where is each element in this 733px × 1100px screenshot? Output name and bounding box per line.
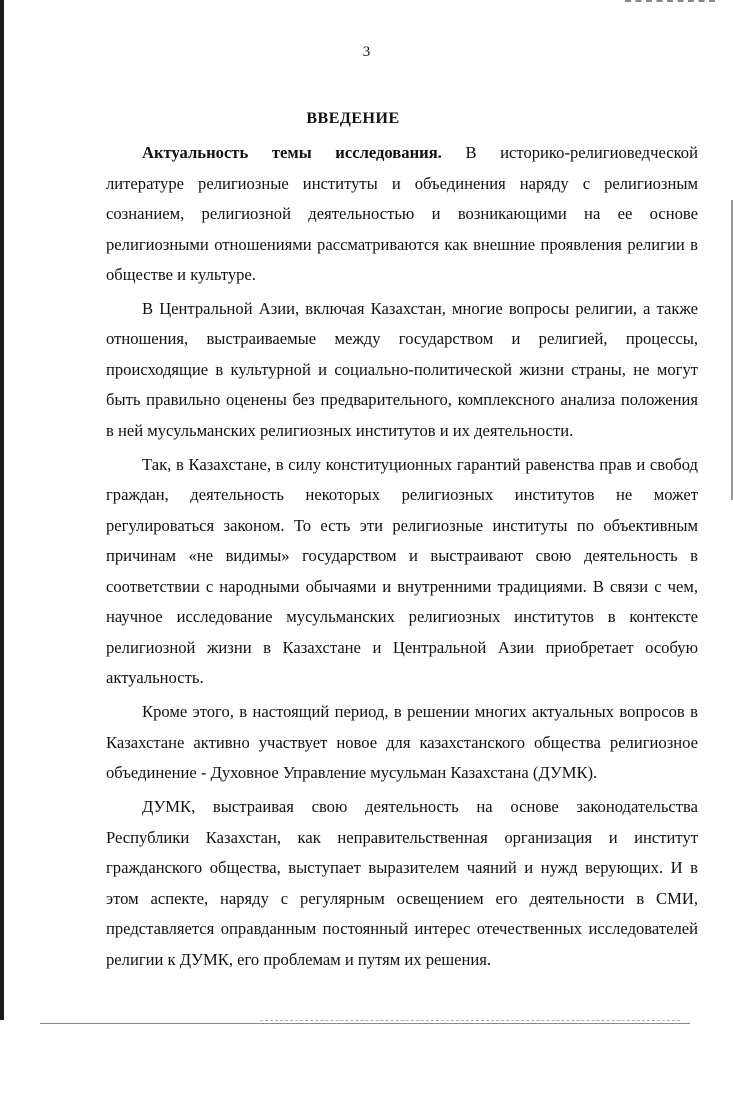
scan-bottom-dash — [260, 1020, 680, 1021]
paragraph-1 — [106, 138, 698, 291]
body-text — [106, 138, 698, 978]
paragraph-4: Кроме этого, в настоящий период, в решении многих актуальных вопросов в Казахстане активно участвует новое для казахстанского общества религиозное объединение - Духовное Управление мусульман Казахстана (ДУМК). — [106, 702, 698, 783]
paragraph-1-text: В историко-религиоведческой литературе религиозные институты и объединения наряду с религиозным сознанием, религиозной деятельностью и возникающими на ее основе религиозными отношениями рассматриваются как внешние проявления религии в обществе и культуре. — [106, 143, 698, 284]
scan-left-edge — [0, 0, 4, 1020]
section-title: ВВЕДЕНИЕ — [306, 110, 400, 127]
paragraph-1-lead: Актуальность темы исследования. — [142, 143, 442, 162]
scan-bottom-rule — [40, 1023, 690, 1024]
paragraph-2: В Центральной Азии, включая Казахстан, многие вопросы религии, а также отношения, выстраиваемые между государством и религией, процессы, происходящие в культурной и социально-политической жизни страны, не могут быть правильно оценены без предварительного, комплексного анализа положения в ней мусульманских религиозных институтов и их деятельности. — [106, 298, 698, 440]
page-number: 3 — [362, 44, 371, 60]
paragraph-5: ДУМК, выстраивая свою деятельность на основе законодательства Республики Казахстан, как неправительственная организация и институт гражданского общества, выступает выразителем чаяний и нужд верующих. И в этом аспекте, наряду с регулярным освещением его деятельности в СМИ, представляется оправданным постоянный интерес отечественных исследователей религии к ДУМК, его проблемам и путям их решения. — [106, 797, 698, 969]
paragraph-3: Так, в Казахстане, в силу конституционных гарантий равенства прав и свобод граждан, деятельность некоторых религиозных институтов не может регулироваться законом. То есть эти религиозные институты по объективным причинам «не видимы» государством и выстраивают свою деятельность в соответствии с народными обычаями и внутренними традициями. В связи с чем, научное исследование мусульманских религиозных институтов в контексте религиозной жизни в Казахстане и Центральной Азии приобретает особую актуальность. — [106, 454, 698, 688]
scan-top-marks — [625, 0, 715, 5]
